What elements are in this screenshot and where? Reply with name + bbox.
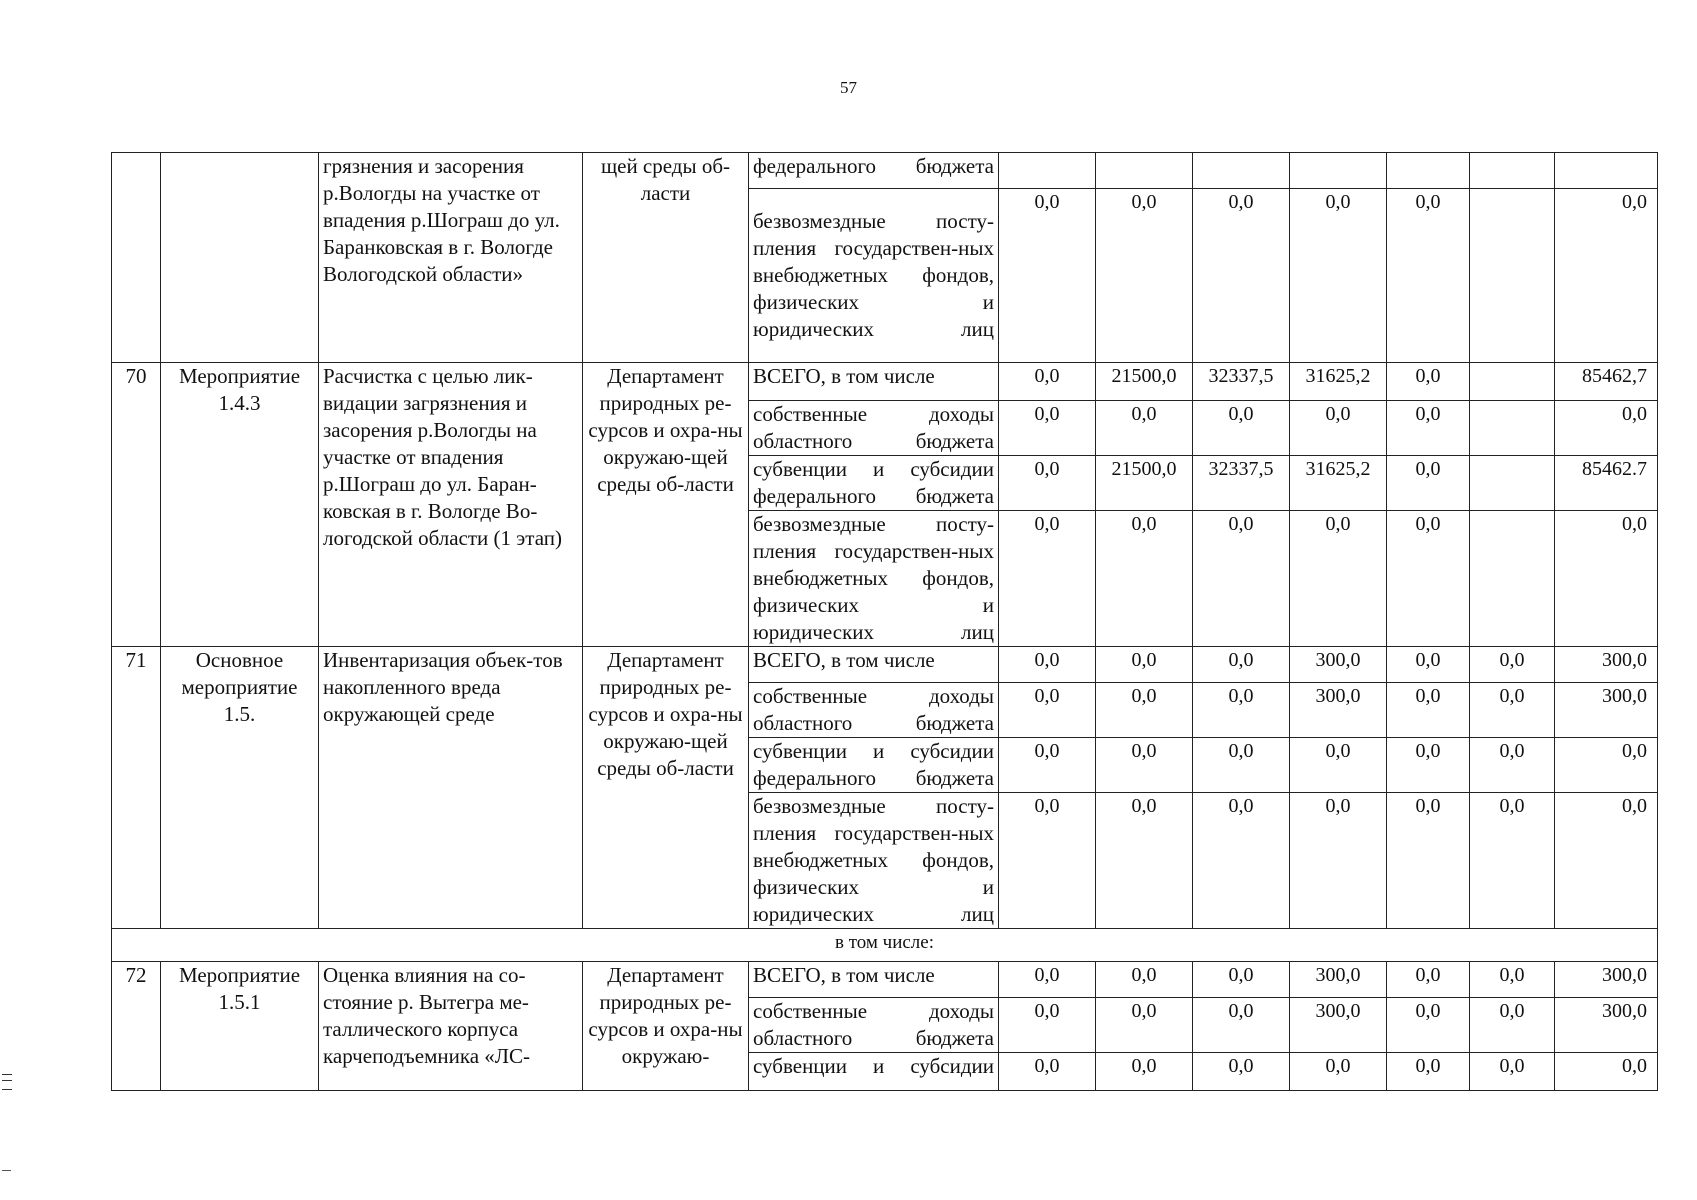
year-value: 0,0 (999, 647, 1096, 683)
year-value: 0,0 (1193, 683, 1290, 738)
year-value: 0,0 (999, 962, 1096, 998)
row-number: 72 (112, 962, 161, 1091)
year-value: 0,0 (1193, 189, 1290, 363)
year-value: 300,0 (1290, 962, 1387, 998)
year-value: 0,0 (1387, 401, 1470, 456)
year-value: 0,0 (999, 793, 1096, 929)
event-name: Инвентаризация объек-тов накопленного вреда окружающей среде (319, 647, 583, 929)
event-name: Расчистка с целью лик-видации загрязнения и засорения р.Вологды на участке от впадения р.Шограш до ул. Баран-ковская в г. Вологде Во-логодской области (1 этап) (319, 363, 583, 647)
year-value: 0,0 (1387, 683, 1470, 738)
year-value: 0,0 (1470, 647, 1555, 683)
year-value (1470, 456, 1555, 511)
year-value: 0,0 (1290, 738, 1387, 793)
funding-source: ВСЕГО, в том числе (749, 363, 999, 401)
year-value (1290, 153, 1387, 189)
table-row (112, 962, 1658, 998)
year-value: 0,0 (1193, 401, 1290, 456)
year-value: 0,0 (1470, 962, 1555, 998)
event-type: Мероприятие 1.5.1 (161, 962, 319, 1091)
year-value: 0,0 (1096, 793, 1193, 929)
including-label: в том числе: (112, 929, 1658, 962)
total-value: 300,0 (1555, 998, 1658, 1053)
total-value: 300,0 (1555, 962, 1658, 998)
year-value: 0,0 (1193, 647, 1290, 683)
year-value: 0,0 (1193, 1053, 1290, 1091)
year-value: 0,0 (1096, 962, 1193, 998)
year-value: 0,0 (1290, 401, 1387, 456)
responsible-executor: Департамент природных ре-сурсов и охра-ны окружаю-щей среды об-ласти (583, 363, 749, 647)
year-value: 0,0 (999, 1053, 1096, 1091)
row-number (112, 153, 161, 363)
binding-mark (2, 1074, 12, 1090)
year-value: 0,0 (1387, 363, 1470, 401)
funding-source: безвозмездные посту-пления государствен-ных внебюджетных фондов, физических и юридических лиц (749, 793, 999, 929)
page-number: 57 (840, 78, 857, 97)
event-name: грязнения и засорения р.Вологды на участке от впадения р.Шограш до ул. Баранковская в г. Вологде Вологодской области» (319, 153, 583, 363)
year-value: 0,0 (1096, 647, 1193, 683)
funding-source: собственные доходы областного бюджета (749, 683, 999, 738)
year-value: 0,0 (1290, 793, 1387, 929)
event-type (161, 153, 319, 363)
year-value: 31625,2 (1290, 363, 1387, 401)
section-row (112, 929, 1658, 962)
year-value (1193, 153, 1290, 189)
year-value: 0,0 (1290, 511, 1387, 647)
year-value: 32337,5 (1193, 456, 1290, 511)
total-value: 0,0 (1555, 1053, 1658, 1091)
funding-source: субвенции и субсидии (749, 1053, 999, 1091)
year-value: 0,0 (1096, 683, 1193, 738)
year-value: 0,0 (1387, 738, 1470, 793)
year-value: 0,0 (999, 363, 1096, 401)
year-value: 0,0 (1470, 998, 1555, 1053)
year-value: 0,0 (1387, 962, 1470, 998)
funding-source: безвозмездные посту-пления государствен-ных внебюджетных фондов, физических и юридических лиц (749, 511, 999, 647)
year-value: 0,0 (1470, 793, 1555, 929)
year-value: 0,0 (1290, 189, 1387, 363)
year-value (1470, 153, 1555, 189)
row-number: 70 (112, 363, 161, 647)
event-type: Основное мероприятие 1.5. (161, 647, 319, 929)
year-value: 300,0 (1290, 683, 1387, 738)
responsible-executor: Департамент природных ре-сурсов и охра-ны окружаю-щей среды об-ласти (583, 647, 749, 929)
year-value (1387, 153, 1470, 189)
year-value (1470, 363, 1555, 401)
responsible-executor: Департамент природных ре-сурсов и охра-ны окружаю- (583, 962, 749, 1091)
year-value: 0,0 (1096, 738, 1193, 793)
year-value (1470, 511, 1555, 647)
year-value: 0,0 (1096, 1053, 1193, 1091)
table-row (112, 647, 1658, 683)
year-value: 0,0 (1096, 189, 1193, 363)
year-value: 0,0 (1193, 998, 1290, 1053)
year-value: 300,0 (1290, 647, 1387, 683)
year-value: 0,0 (1387, 793, 1470, 929)
total-value: 300,0 (1555, 683, 1658, 738)
year-value: 0,0 (999, 683, 1096, 738)
year-value (1470, 189, 1555, 363)
funding-source: ВСЕГО, в том числе (749, 962, 999, 998)
total-value: 0,0 (1555, 738, 1658, 793)
year-value: 0,0 (999, 511, 1096, 647)
year-value: 0,0 (1470, 1053, 1555, 1091)
year-value: 0,0 (1096, 401, 1193, 456)
year-value: 0,0 (1387, 998, 1470, 1053)
table-row (112, 363, 1658, 401)
year-value: 0,0 (1193, 738, 1290, 793)
margin-dash (2, 1170, 11, 1171)
total-value: 85462.7 (1555, 456, 1658, 511)
year-value (999, 153, 1096, 189)
year-value: 0,0 (1387, 1053, 1470, 1091)
year-value: 0,0 (1470, 683, 1555, 738)
year-value: 21500,0 (1096, 363, 1193, 401)
year-value: 0,0 (1193, 793, 1290, 929)
table-row (112, 153, 1658, 189)
year-value: 0,0 (1290, 1053, 1387, 1091)
funding-source: собственные доходы областного бюджета (749, 998, 999, 1053)
year-value: 21500,0 (1096, 456, 1193, 511)
funding-source: федерального бюджета (749, 153, 999, 189)
funding-source: ВСЕГО, в том числе (749, 647, 999, 683)
year-value: 0,0 (1387, 189, 1470, 363)
year-value: 0,0 (1387, 511, 1470, 647)
funding-source: субвенции и субсидии федерального бюджета (749, 738, 999, 793)
year-value (1096, 153, 1193, 189)
year-value: 0,0 (999, 998, 1096, 1053)
year-value: 0,0 (1096, 511, 1193, 647)
year-value: 0,0 (999, 189, 1096, 363)
year-value: 0,0 (1193, 511, 1290, 647)
total-value: 85462,7 (1555, 363, 1658, 401)
year-value: 0,0 (999, 401, 1096, 456)
year-value: 0,0 (1096, 998, 1193, 1053)
event-type: Мероприятие 1.4.3 (161, 363, 319, 647)
responsible-executor: щей среды об-ласти (583, 153, 749, 363)
year-value: 300,0 (1290, 998, 1387, 1053)
total-value: 0,0 (1555, 401, 1658, 456)
budget-table (111, 152, 1658, 1091)
year-value: 0,0 (1470, 738, 1555, 793)
year-value: 0,0 (1387, 456, 1470, 511)
year-value: 0,0 (1387, 647, 1470, 683)
row-number: 71 (112, 647, 161, 929)
event-name: Оценка влияния на со-стояние р. Вытегра ме-таллического корпуса карчеподъемника «ЛС- (319, 962, 583, 1091)
year-value: 32337,5 (1193, 363, 1290, 401)
year-value: 31625,2 (1290, 456, 1387, 511)
year-value: 0,0 (1193, 962, 1290, 998)
year-value (1470, 401, 1555, 456)
total-value (1555, 153, 1658, 189)
year-value: 0,0 (999, 738, 1096, 793)
funding-source: субвенции и субсидии федерального бюджета (749, 456, 999, 511)
funding-source: безвозмездные посту-пления государствен-ных внебюджетных фондов, физических и юридических лиц (749, 189, 999, 363)
total-value: 0,0 (1555, 189, 1658, 363)
total-value: 300,0 (1555, 647, 1658, 683)
funding-source: собственные доходы областного бюджета (749, 401, 999, 456)
total-value: 0,0 (1555, 511, 1658, 647)
year-value: 0,0 (999, 456, 1096, 511)
total-value: 0,0 (1555, 793, 1658, 929)
